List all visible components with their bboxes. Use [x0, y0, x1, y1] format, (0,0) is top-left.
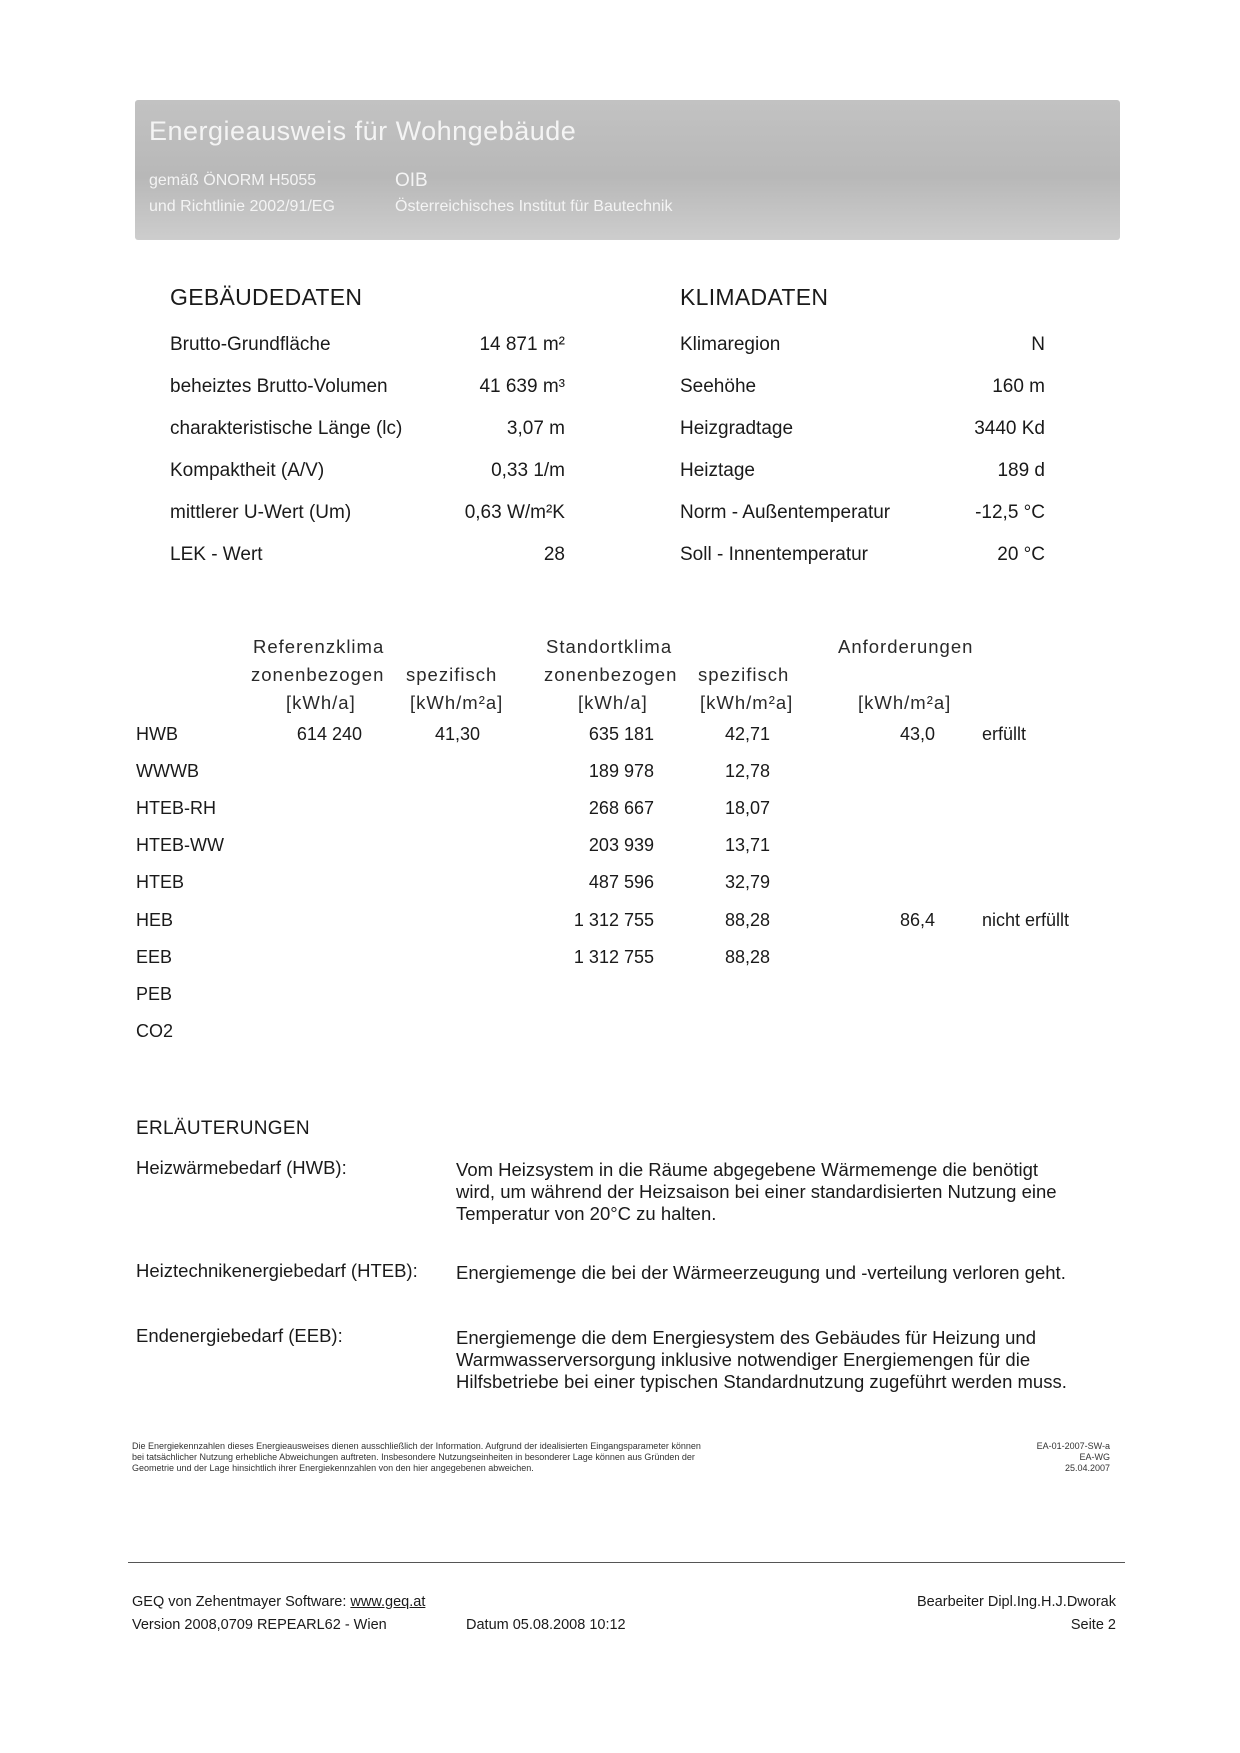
std-zonenbezogen-cell: 203 939: [588, 835, 654, 855]
directive-reference: und Richtlinie 2002/91/EG: [149, 198, 335, 215]
disclaimer-line: Die Energiekennzahlen dieses Energieausweises dienen ausschließlich der Information. Aufgrund der idealisierten Eingangsparameter können: [132, 1441, 701, 1451]
ref-zonenbezogen-header: zonenbezogen: [251, 664, 385, 685]
std-zonenbezogen-cell: 1 312 755: [573, 910, 654, 930]
document-title: Energieausweis für Wohngebäude: [149, 116, 577, 146]
std-unit-kwh-m2a: [kWh/m²a]: [700, 692, 794, 713]
software-credit-text: GEQ von Zehentmayer Software:: [132, 1594, 351, 1610]
status-cell: nicht erfüllt: [982, 910, 1070, 930]
klima-label: Klimaregion: [680, 334, 781, 355]
std-zonenbezogen-header: zonenbezogen: [544, 664, 678, 685]
std-zonenbezogen-cell: 268 667: [588, 798, 654, 818]
software-link[interactable]: www.geq.at: [350, 1594, 426, 1610]
std-zonenbezogen-cell: 1 312 755: [573, 947, 654, 967]
referenzklima-header: Referenzklima: [253, 636, 385, 657]
page-number: Seite 2: [1070, 1617, 1116, 1633]
gebaeude-value: 0,63 W/m²K: [464, 502, 565, 523]
klima-label: Soll - Innentemperatur: [680, 544, 868, 565]
gebaeude-value: 3,07 m: [506, 418, 565, 439]
row-label: EEB: [136, 947, 173, 967]
ref-unit-kwh-m2a: [kWh/m²a]: [410, 692, 504, 713]
explanation-line: Vom Heizsystem in die Räume abgegebene Wärmemenge die benötigt: [456, 1159, 1039, 1180]
anf-unit-kwh-m2a: [kWh/m²a]: [858, 692, 952, 713]
explanation-line: wird, um während der Heizsaison bei einer standardisierten Nutzung eine: [456, 1181, 1057, 1202]
form-date: 25.04.2007: [1064, 1463, 1110, 1473]
klima-label: Heiztage: [680, 460, 755, 481]
software-credit: [132, 1594, 425, 1610]
row-label: HWB: [136, 724, 178, 744]
gebaeude-value: 0,33 1/m: [491, 460, 565, 481]
gebaeude-label: LEK - Wert: [170, 544, 263, 565]
explanation-line: Temperatur von 20°C zu halten.: [456, 1203, 717, 1224]
disclaimer-line: bei tatsächlicher Nutzung erhebliche Abweichungen auftreten. Insbesondere Nutzungseinheiten in besonderer Lage können aus Gründen der: [132, 1452, 695, 1462]
ref-zonenbezogen-cell: 614 240: [296, 724, 362, 744]
klima-label: Seehöhe: [680, 376, 757, 397]
klima-value: 160 m: [992, 376, 1045, 397]
std-spezifisch-cell: 88,28: [724, 947, 770, 967]
gebaeude-label: mittlerer U-Wert (Um): [170, 502, 352, 523]
form-codes: [960, 1441, 1110, 1474]
row-label: HTEB-RH: [136, 798, 216, 818]
std-spezifisch-cell: 88,28: [724, 910, 770, 930]
klima-value: 20 °C: [997, 544, 1045, 565]
row-label: PEB: [136, 984, 173, 1004]
gebaeude-label: charakteristische Länge (lc): [170, 418, 403, 439]
anforderung-cell: 43,0: [899, 724, 935, 744]
row-label: CO2: [136, 1021, 174, 1041]
klima-value: N: [1031, 334, 1045, 355]
std-spezifisch-cell: 18,07: [724, 798, 770, 818]
ref-unit-kwh-a: [kWh/a]: [286, 692, 356, 713]
ref-spezifisch-cell: 41,30: [434, 724, 480, 744]
ref-spezifisch-header: spezifisch: [406, 664, 498, 685]
version-info: Version 2008,0709 REPEARL62 - Wien: [132, 1617, 387, 1633]
row-label: HTEB: [136, 872, 185, 892]
disclaimer-line: Geometrie und der Lage hinsichtlich ihrer Energiekennzahlen von den hier angegebenen abweichen.: [132, 1463, 534, 1473]
form-code: EA-01-2007-SW-a: [1036, 1441, 1110, 1451]
gebaeude-label: beheiztes Brutto-Volumen: [170, 376, 388, 397]
klima-label: Heizgradtage: [680, 418, 794, 439]
gebaeude-label: Kompaktheit (A/V): [170, 460, 325, 481]
explanation-line: Energiemenge die bei der Wärmeerzeugung und -verteilung verloren geht.: [456, 1262, 1066, 1283]
gebaeude-label: Brutto-Grundfläche: [170, 334, 331, 355]
klima-value: 189 d: [997, 460, 1045, 481]
explanation-line: Hilfsbetriebe bei einer typischen Standardnutzung zugeführt werden muss.: [456, 1371, 1067, 1392]
explanation-line: Warmwasserversorgung inklusive notwendiger Energiemengen für die: [456, 1349, 1031, 1370]
gebaeudedaten-heading: GEBÄUDEDATEN: [170, 284, 363, 310]
anforderung-cell: 86,4: [899, 910, 935, 930]
std-spezifisch-header: spezifisch: [698, 664, 790, 685]
std-spezifisch-cell: 13,71: [724, 835, 770, 855]
gebaeude-value: 28: [543, 544, 565, 565]
header-banner: [135, 100, 1120, 240]
print-date: Datum 05.08.2008 10:12: [466, 1617, 626, 1633]
row-label: HEB: [136, 910, 174, 930]
explanation-text: [456, 1262, 1136, 1284]
explanation-label: Heizwärmebedarf (HWB):: [136, 1157, 347, 1178]
std-spezifisch-cell: 42,71: [724, 724, 770, 744]
norm-reference: gemäß ÖNORM H5055: [149, 172, 317, 189]
form-code: EA-WG: [1079, 1452, 1110, 1462]
row-label: HTEB-WW: [136, 835, 224, 855]
gebaeude-value: 41 639 m³: [479, 376, 565, 397]
disclaimer-text: [132, 1441, 932, 1474]
anforderungen-header: Anforderungen: [838, 636, 974, 657]
explanation-line: Energiemenge die dem Energiesystem des Gebäudes für Heizung und: [456, 1327, 1037, 1348]
explanation-label: Heiztechnikenergiebedarf (HTEB):: [136, 1260, 418, 1281]
std-spezifisch-cell: 32,79: [724, 872, 770, 892]
institute-name: Österreichisches Institut für Bautechnik: [395, 198, 673, 215]
row-label: WWWB: [136, 761, 199, 781]
explanation-label: Endenergiebedarf (EEB):: [136, 1325, 343, 1346]
std-zonenbezogen-cell: 635 181: [588, 724, 654, 744]
standortklima-header: Standortklima: [546, 636, 673, 657]
editor-name: Bearbeiter Dipl.Ing.H.J.Dworak: [916, 1594, 1116, 1610]
std-unit-kwh-a: [kWh/a]: [578, 692, 648, 713]
std-spezifisch-cell: 12,78: [724, 761, 770, 781]
gebaeude-value: 14 871 m²: [479, 334, 565, 355]
erlaeuterungen-heading: ERLÄUTERUNGEN: [136, 1118, 310, 1139]
klima-value: 3440 Kd: [974, 418, 1045, 439]
oib-logo-text: OIB: [395, 170, 428, 191]
explanation-text: [456, 1327, 1136, 1393]
std-zonenbezogen-cell: 189 978: [588, 761, 654, 781]
explanation-text: [456, 1159, 1136, 1225]
klima-value: -12,5 °C: [975, 502, 1045, 523]
status-cell: erfüllt: [982, 724, 1027, 744]
std-zonenbezogen-cell: 487 596: [588, 872, 654, 892]
klimadaten-heading: KLIMADATEN: [680, 284, 829, 310]
klima-label: Norm - Außentemperatur: [680, 502, 891, 523]
footer-divider: [128, 1562, 1125, 1563]
